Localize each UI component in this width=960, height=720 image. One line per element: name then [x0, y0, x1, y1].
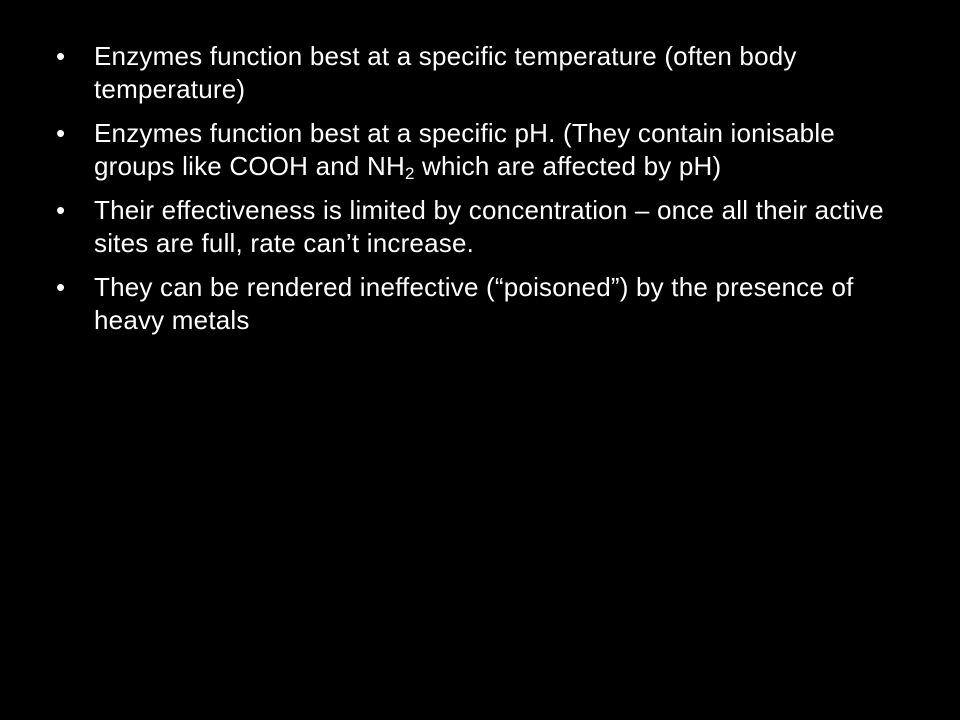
- bullet-text: Enzymes function best at a specific temperature (often body temperature): [94, 41, 797, 104]
- bullet-text: [94, 118, 835, 181]
- bullet-item-ph: [56, 117, 906, 183]
- bullet-text: Their effectiveness is limited by concentration – once all their active sites are full, rate can’t increase.: [94, 195, 884, 258]
- bullet-item-heavy-metals: [56, 271, 906, 337]
- bullet-item-temperature: [56, 40, 906, 106]
- bullet-item-concentration: [56, 194, 906, 260]
- bullet-text-part: Enzymes function best at a specific pH. (They contain ionisable groups like COOH and NH: [94, 118, 835, 181]
- bullet-text-part: which are affected by pH): [414, 151, 722, 181]
- bullet-text: They can be rendered ineffective (“poisoned”) by the presence of heavy metals: [94, 272, 854, 335]
- bullet-point-icon: •: [56, 118, 66, 148]
- bullet-list: [56, 40, 906, 348]
- bullet-point-icon: •: [56, 272, 66, 302]
- bullet-point-icon: •: [56, 41, 66, 71]
- subscript-number: 2: [404, 164, 415, 183]
- bullet-point-icon: •: [56, 195, 66, 225]
